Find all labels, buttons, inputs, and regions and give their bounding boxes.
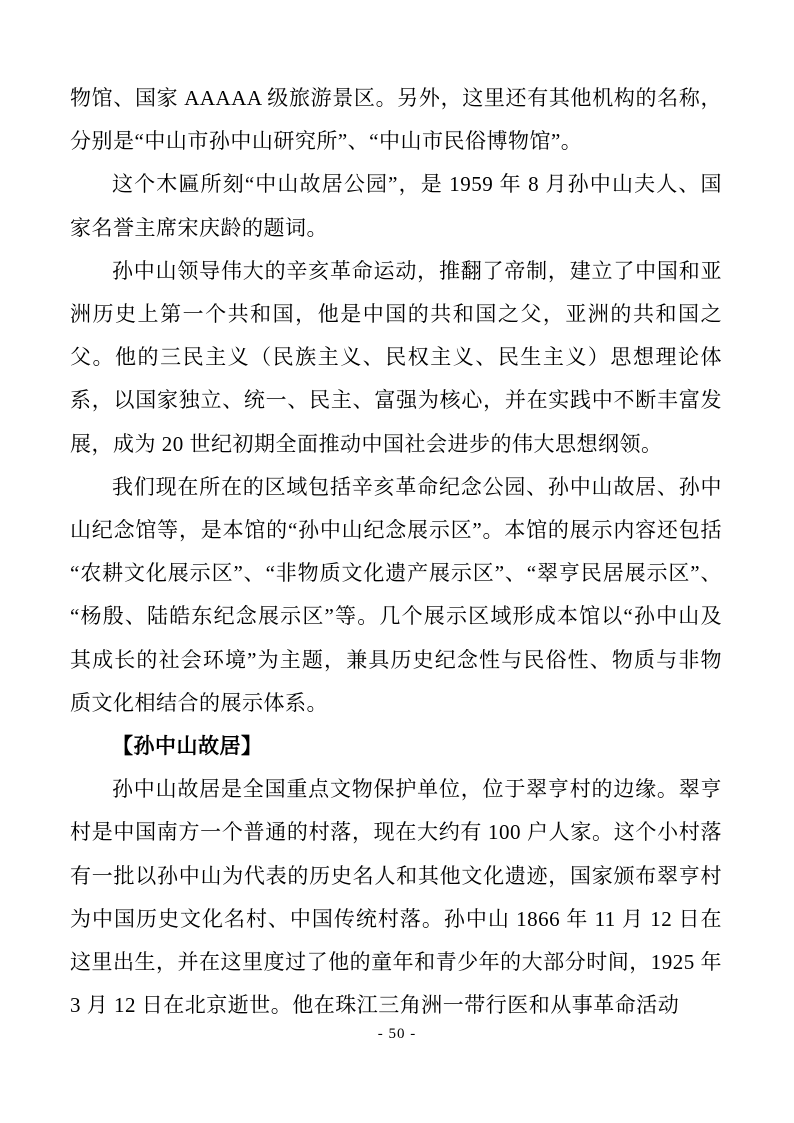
section-heading-sun-yatsen-residence: 【孙中山故居】 (112, 734, 263, 759)
page-number: - 50 - (377, 1026, 417, 1042)
page-body-text (70, 77, 722, 1027)
paragraph-continuation: 物馆、国家 AAAAA 级旅游景区。另外，这里还有其他机构的名称，分别是“中山市孙中山研究所”、“中山市民俗博物馆”。 (70, 86, 722, 154)
paragraph-revolution-legacy: 孙中山领导伟大的辛亥革命运动，推翻了帝制，建立了中国和亚洲历史上第一个共和国，他是中国的共和国之父，亚洲的共和国之父。他的三民主义（民族主义、民权主义、民生主义）思想理论体系，以国家独立、统一、民主、富强为核心，并在实践中不断丰富发展，成为 20 世纪初期全面推动中国社会进步的伟大思想纲领。 (70, 258, 722, 456)
paragraph-plaque-inscription: 这个木匾所刻“中山故居公园”，是 1959 年 8 月孙中山夫人、国家名誉主席宋庆龄的题词。 (70, 172, 722, 240)
paragraph-cuiheng-village: 孙中山故居是全国重点文物保护单位，位于翠亨村的边缘。翠亨村是中国南方一个普通的村落，现在大约有 100 户人家。这个小村落有一批以孙中山为代表的历史名人和其他文化遗迹，国家颁布翠亨村为中国历史文化名村、中国传统村落。孙中山 1866 年 11 月 12 日在这里出生，并在这里度过了他的童年和青少年的大部分时间，1925 年 3 月 12 日在北京逝世。他在珠江三角洲一带行医和从事革命活动 (70, 777, 722, 1018)
paragraph-exhibition-zones: 我们现在所在的区域包括辛亥革命纪念公园、孙中山故居、孙中山纪念馆等，是本馆的“孙中山纪念展示区”。本馆的展示内容还包括“农耕文化展示区”、“非物质文化遗产展示区”、“翠亨民居展示区”、“杨殷、陆皓东纪念展示区”等。几个展示区域形成本馆以“孙中山及其成长的社会环境”为主题，兼具历史纪念性与民俗性、物质与非物质文化相结合的展示体系。 (70, 474, 722, 715)
